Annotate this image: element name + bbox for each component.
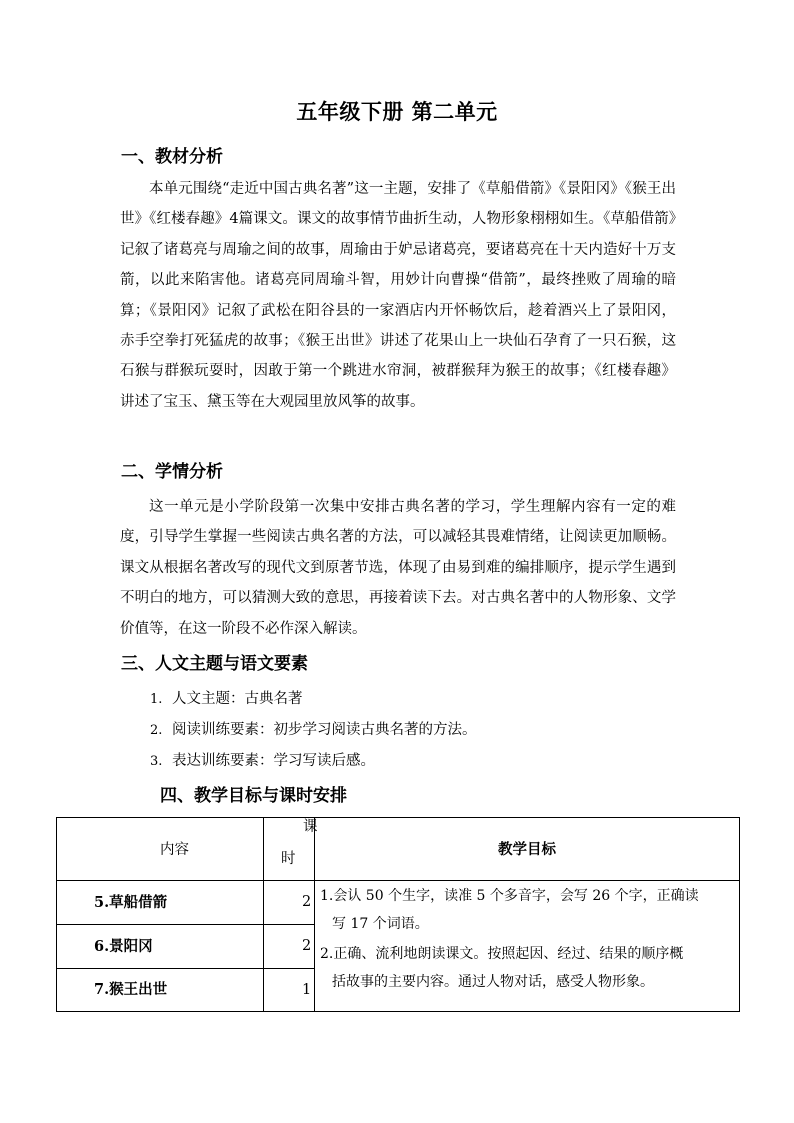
page-title: 五年级下册 第二单元 <box>296 99 498 124</box>
hours-cell: 2 <box>302 938 312 954</box>
goals-table <box>56 817 740 1012</box>
lesson-cell: 7.猴王出世 <box>94 981 168 998</box>
goal-item: 1.会认 50 个生字，读准 5 个多音字，会写 26 个字，正确读 写 17 个词语。 <box>320 888 699 932</box>
hours-cell: 1 <box>302 982 312 998</box>
header-hours-part1: 课 <box>303 819 317 835</box>
goal-item: 2.正确、流利地朗读课文。按照起因、经过、结果的顺序概 括故事的主要内容。通过人物对话，感受人物形象。 <box>320 946 684 990</box>
section-heading-themes-elements: 三、人文主题与语文要素 <box>121 654 308 674</box>
header-hours-part2: 时 <box>281 851 296 867</box>
themes-list <box>150 684 477 777</box>
section-heading-material-analysis: 一、教材分析 <box>121 147 223 167</box>
goals-cell <box>320 881 736 1011</box>
list-item: 3. 表达训练要素：学习写读后感。 <box>150 753 375 769</box>
header-content: 内容 <box>160 842 189 858</box>
list-item: 1. 人文主题：古典名著 <box>150 691 303 707</box>
section-heading-goals-schedule: 四、教学目标与课时安排 <box>160 786 347 806</box>
paragraph-material-analysis: 本单元围绕“走近中国古典名著”这一主题，安排了《草船借箭》《景阳冈》《猴王出世》《红楼春趣》4篇课文。课文的故事情节曲折生动，人物形象栩栩如生。《草船借箭》记叙了诸葛亮与周瑜之间的故事，周瑜由于妒忌诸葛亮，要诸葛亮在十天内造好十万支箭，以此来陷害他。诸葛亮同周瑜斗智，用妙计向曹操“借箭”，最终挫败了周瑜的暗算；《景阳冈》记叙了武松在阳谷县的一家酒店内开怀畅饮后，趁着酒兴上了景阳冈，赤手空拳打死猛虎的故事；《猴王出世》讲述了花果山上一块仙石孕育了一只石猴，这石猴与群猴玩耍时，因敢于第一个跳进水帘洞，被群猴拜为猴王的故事；《红楼春趣》讲述了宝玉、黛玉等在大观园里放风筝的故事。 <box>120 181 676 410</box>
header-goals: 教学目标 <box>498 841 556 858</box>
lesson-cell: 5.草船借箭 <box>94 894 168 911</box>
section-heading-student-analysis: 二、学情分析 <box>121 462 223 482</box>
paragraph-student-analysis: 这一单元是小学阶段第一次集中安排古典名著的学习，学生理解内容有一定的难度，引导学生掌握一些阅读古典名著的方法，可以减轻其畏难情绪，让阅读更加顺畅。课文从根据名著改写的现代文到原著节选，体现了由易到难的编排顺序，提示学生遇到不明白的地方，可以猜测大致的意思，再接着读下去。对古典名著中的人物形象、文学价值等，在这一阶段不必作深入解读。 <box>120 499 676 637</box>
hours-cell: 2 <box>302 894 312 910</box>
list-item: 2. 阅读训练要素：初步学习阅读古典名著的方法。 <box>150 722 477 738</box>
lesson-cell: 6.景阳冈 <box>94 938 153 955</box>
